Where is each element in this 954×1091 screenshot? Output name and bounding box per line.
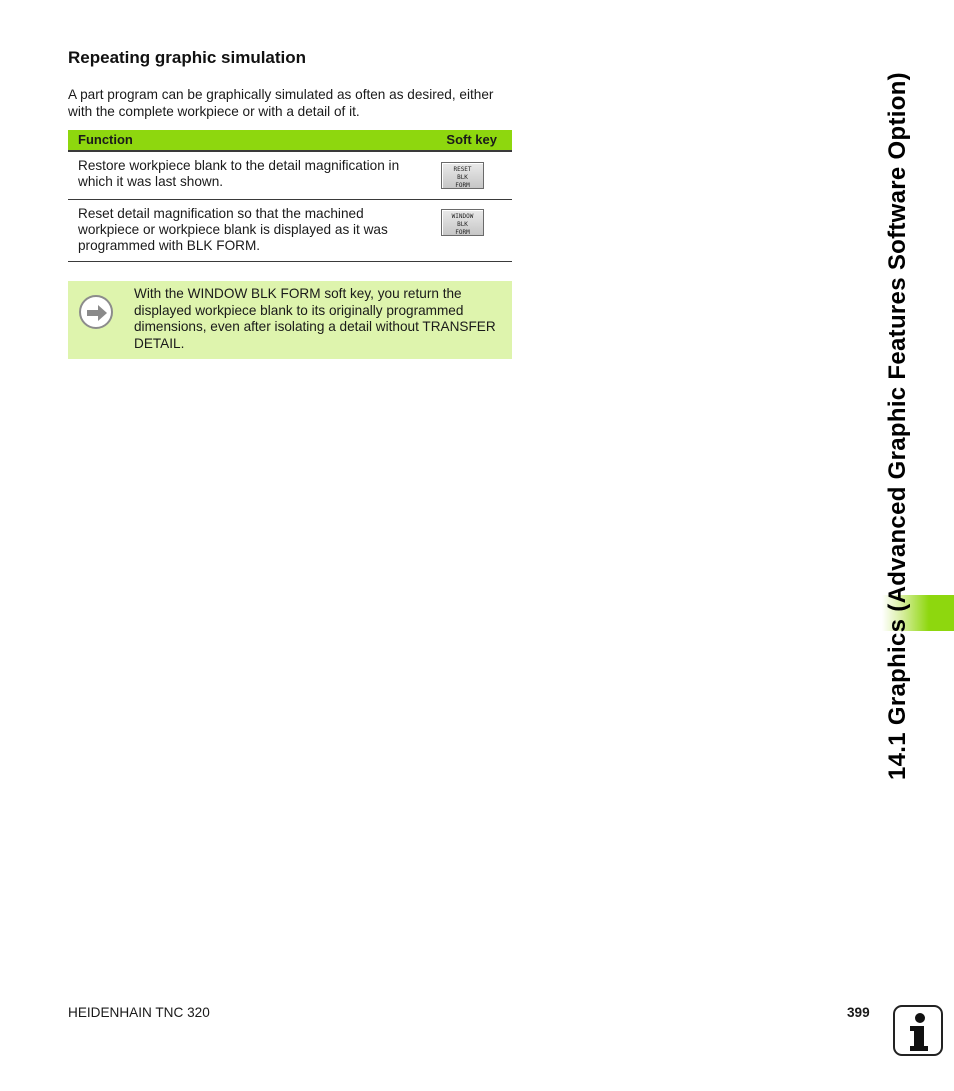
footer-product: HEIDENHAIN TNC 320: [68, 1005, 210, 1020]
side-title-text: 14.1 Graphics (Advanced Graphic Features Software Option): [884, 72, 911, 780]
section-heading: Repeating graphic simulation: [68, 48, 307, 67]
softkey-line: BLK: [457, 221, 468, 228]
softkey-line: FORM: [455, 182, 470, 189]
info-icon: [893, 1005, 943, 1056]
note-text: With the WINDOW BLK FORM soft key, you return the displayed workpiece blank to its originally programmed dimensions, even after isolating a detail without TRANSFER DETAIL.: [134, 286, 496, 351]
reset-blk-form-softkey[interactable]: [441, 162, 484, 189]
softkey-line: BLK: [457, 174, 468, 181]
row-description: Restore workpiece blank to the detail magnification in which it was last shown.: [78, 158, 400, 189]
function-table: [68, 130, 512, 262]
table-row: [68, 152, 512, 200]
intro-paragraph: A part program can be graphically simulated as often as desired, either with the complete workpiece or with a detail of it.: [68, 87, 494, 119]
window-blk-form-softkey[interactable]: [441, 209, 484, 236]
table-header: [68, 130, 512, 152]
row-description: Reset detail magnification so that the machined workpiece or workpiece blank is displayed as it was programmed with BLK FORM.: [78, 206, 388, 253]
softkey-line: RESET: [453, 166, 472, 173]
arrow-right-icon: [79, 295, 113, 329]
page-number: 399: [847, 1005, 870, 1020]
note-box: [68, 281, 512, 359]
header-function: Function: [78, 132, 133, 147]
softkey-line: FORM: [455, 229, 470, 236]
table-row: [68, 200, 512, 262]
softkey-line: WINDOW: [451, 213, 474, 220]
header-soft-key: Soft key: [446, 132, 497, 147]
